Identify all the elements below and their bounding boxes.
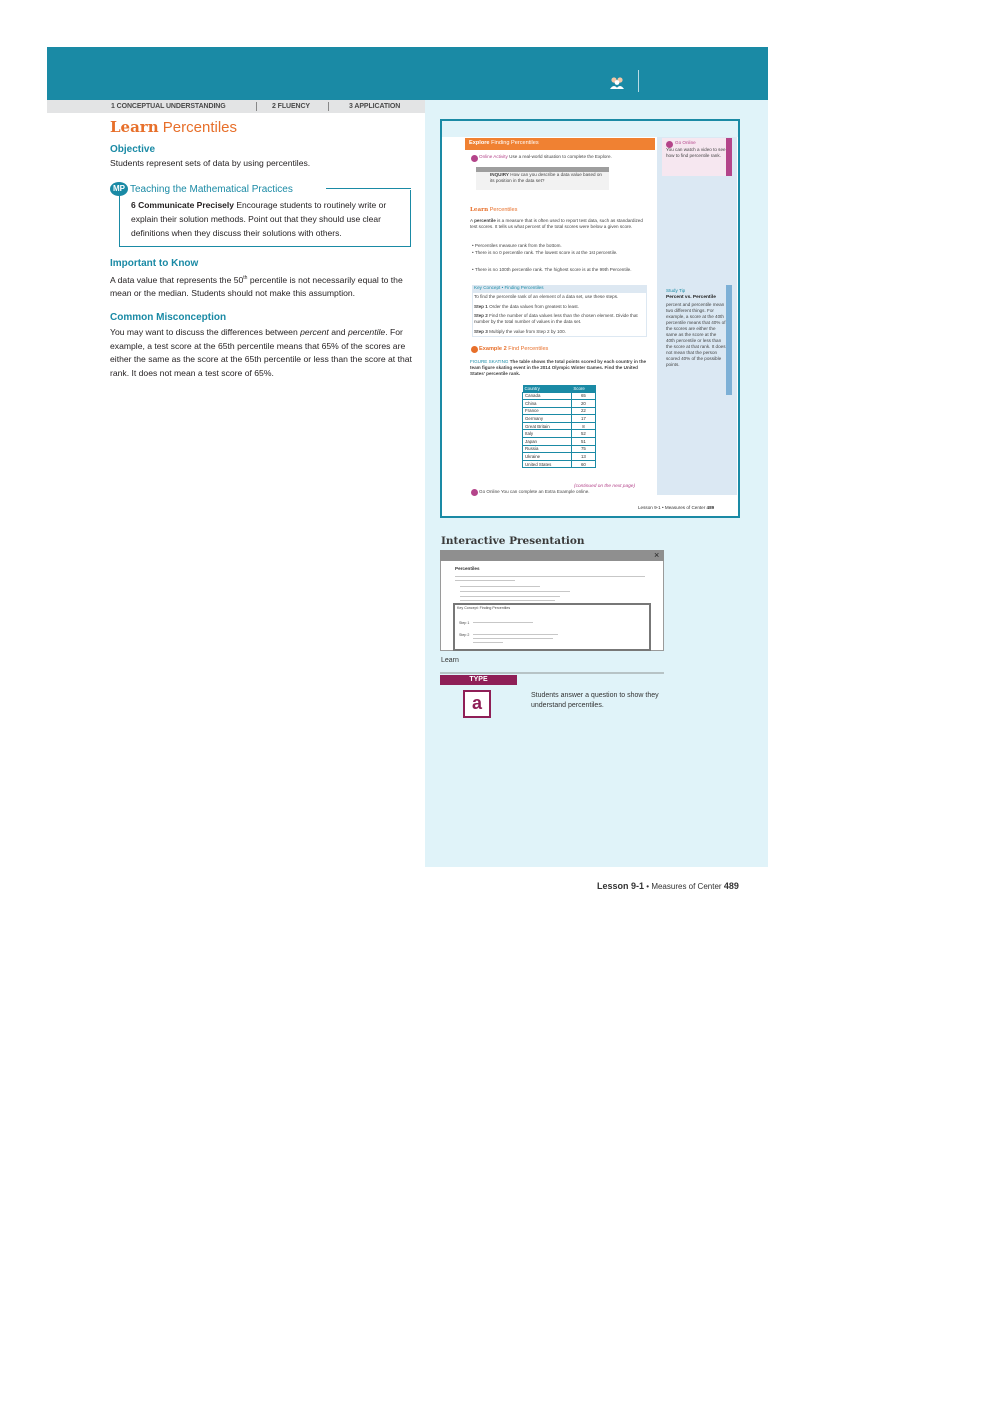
continued-note: (continued on the next page): [574, 484, 636, 489]
example-body: The table shows the total points scored by each country in the team figure skating event in the 2014 Olympic Winter Games. Find the United States' percentile rank.: [470, 359, 647, 376]
important-text-b: percentile is not necessarily equal to the mean or the median. Students should not make this assumption.: [110, 274, 403, 299]
table-cell: Germany: [523, 415, 572, 423]
step-text: Find the number of data values less than the chosen element. Divide that number by the total number of values in the data set.: [474, 313, 638, 324]
objective-heading: Objective: [110, 144, 156, 155]
step-label: Step 2: [474, 313, 488, 318]
table-cell: 51: [571, 438, 595, 446]
table-row: [523, 438, 596, 446]
key-concept-intro: To find the percentile rank of an element of a data set, use these steps.: [474, 294, 619, 299]
table-cell: Russia: [523, 445, 572, 453]
table-row: [523, 392, 596, 400]
presentation-titlebar: [440, 550, 664, 561]
table-row: [523, 460, 596, 468]
table-cell: Great Britain: [523, 422, 572, 430]
text-line: [460, 600, 555, 601]
table-cell: 20: [571, 400, 595, 408]
table-cell: 75: [571, 445, 595, 453]
inquiry-label: INQUIRY: [490, 172, 509, 177]
key-concept-step: [474, 329, 646, 335]
table-cell: 8: [571, 422, 595, 430]
important-sup: th: [243, 275, 248, 281]
misconception-heading: Common Misconception: [110, 312, 227, 323]
table-row: [523, 400, 596, 408]
table-cell: 60: [571, 460, 595, 468]
type-description: Students answer a question to show they understand percentiles.: [531, 692, 659, 709]
percentile-bullet: • There is no 100th percentile rank. The highest score is at the 99th Percentile.: [472, 267, 632, 272]
table-cell: Japan: [523, 438, 572, 446]
def-a: A: [470, 218, 475, 223]
example-lead: FIGURE SKATING: [470, 359, 509, 364]
presentation-step: Step 1: [459, 621, 470, 625]
level-application: 3 APPLICATION: [349, 103, 401, 110]
table-row: [523, 445, 596, 453]
example-label: Example 2: [479, 346, 507, 352]
misconception-t2: and: [328, 327, 348, 337]
table-cell: Canada: [523, 392, 572, 400]
important-heading: Important to Know: [110, 258, 199, 269]
table-header: Score: [571, 385, 595, 392]
step-text: Order the data values from greatest to least.: [489, 304, 579, 309]
table-row: [523, 407, 596, 415]
table-row: [523, 422, 596, 430]
go-online-label: Go Online: [675, 140, 696, 145]
step-label: Step 1: [474, 304, 488, 309]
table-row: [523, 415, 596, 423]
learn-heading: [470, 207, 517, 214]
key-concept-step: [474, 313, 646, 325]
table-cell: Italy: [523, 430, 572, 438]
footer-bullet: •: [646, 882, 650, 891]
text-line: [455, 580, 515, 581]
bullet-text: There is no 0 percentile rank. The lowest score is at the 1st percentile.: [474, 250, 618, 255]
chapter-header-band: [47, 47, 768, 100]
student-page-top-tint: [442, 121, 738, 137]
table-cell: 65: [571, 392, 595, 400]
text-line: [473, 642, 503, 643]
study-tip-text: percent and percentile mean two different things. For example, a score at the 40th percentile means that 40% of the scores are either the same as the score at the 40th percentile or less than the score at that rank. It does not mean that the person scored 40% of the possible points.: [666, 302, 726, 367]
text-line: [460, 591, 570, 592]
important-text-a: A data value that represents the 50: [110, 274, 244, 285]
table-header-row: [523, 385, 596, 392]
example-icon: [471, 346, 478, 353]
table-header: Country: [523, 385, 572, 392]
level-separator: [256, 102, 257, 111]
mp-title: Teaching the Mathematical Practices: [130, 184, 293, 195]
level-fluency: 2 FLUENCY: [272, 103, 310, 110]
step-text: Multiply the value from Step 2 by 100.: [489, 329, 566, 334]
table-row: [523, 430, 596, 438]
mp-text: [131, 199, 405, 240]
table-cell: China: [523, 400, 572, 408]
mp-lead: 6 Communicate Precisely: [131, 200, 234, 210]
text-line: [473, 634, 558, 635]
table-cell: United States: [523, 460, 572, 468]
go-online-text: You can watch a video to see how to find percentile rank.: [666, 147, 726, 158]
page-footer: [597, 881, 739, 891]
go-online-bottom-text: Go Online You can complete an Extra Example online.: [479, 489, 590, 494]
sp-learn-topic: Percentiles: [489, 207, 518, 213]
sp-learn-label: Learn: [470, 207, 489, 213]
close-icon[interactable]: ×: [654, 550, 660, 560]
misconception-text: [110, 326, 414, 380]
key-concept-step: [474, 304, 646, 310]
table-cell: Ukraine: [523, 453, 572, 461]
inquiry-question: How can you describe a data value based on its position in the data set?: [490, 172, 602, 183]
table-cell: France: [523, 407, 572, 415]
table-cell: 22: [571, 407, 595, 415]
levels-bar: [47, 100, 425, 113]
table-cell: 17: [571, 415, 595, 423]
inquiry-text: [490, 172, 606, 184]
text-line: [473, 638, 553, 639]
text-line: [455, 576, 645, 577]
misconception-w2: percentile: [347, 327, 386, 337]
def-b: is a measure that is often used to report test data, such as standardized test scores. It tells us what percent of the total scores were below a given score.: [470, 218, 643, 229]
example-topic: Find Percentiles: [508, 346, 549, 352]
text-line: [473, 622, 533, 623]
level-separator: [328, 102, 329, 111]
mp-badge-icon: MP: [110, 182, 128, 196]
presentation-key-concept: Key Concept: Finding Percentiles: [457, 606, 511, 610]
online-activity-icon: [471, 155, 478, 162]
step-label: Step 3: [474, 329, 488, 334]
footer-chapter: Measures of Center: [651, 882, 722, 891]
interactive-presentation-title: Interactive Presentation: [441, 535, 585, 547]
mp-box-top-rule: [326, 188, 411, 189]
sp-footer-page: 489: [706, 505, 715, 510]
learn-topic: Percentiles: [162, 119, 237, 136]
percentile-bullet: • Percentiles measure rank from the bottom.: [472, 243, 562, 248]
presentation-caption: Learn: [441, 657, 459, 664]
footer-lesson: Lesson 9-1: [597, 881, 645, 891]
presentation-step: Step 2: [459, 633, 470, 637]
study-tip-label: Study Tip: [666, 288, 686, 293]
learn-label: Learn: [110, 118, 159, 136]
type-text-icon[interactable]: a: [463, 690, 491, 718]
table-row: [523, 453, 596, 461]
percentile-bullet: • There is no 0 percentile rank. The lowest score is at the 1st percentile.: [472, 250, 618, 255]
bullet-text: There is no 100th percentile rank. The highest score is at the 99th Percentile.: [474, 267, 632, 272]
online-activity-text: Use a real-world situation to complete the Explore.: [509, 154, 612, 159]
go-online-bottom-icon: [471, 489, 478, 496]
student-page-footer: [638, 505, 714, 510]
explore-topic: Finding Percentiles: [491, 140, 539, 146]
presentation-heading: Percentiles: [455, 566, 480, 571]
header-divider: [638, 70, 639, 92]
explore-title: [469, 140, 539, 146]
example-text: [470, 359, 648, 377]
table-cell: 52: [571, 430, 595, 438]
text-line: [460, 596, 560, 597]
group-icon: [609, 76, 625, 90]
page-title: [110, 118, 237, 136]
bullet-text: Percentiles measure rank from the bottom.: [474, 243, 562, 248]
online-activity: [479, 154, 654, 160]
study-tip-title: Percent vs. Percentile: [666, 295, 716, 300]
scores-table: [522, 385, 596, 468]
sp-footer-lesson: Lesson 9-1 • Measures of Center: [638, 505, 706, 510]
level-conceptual: 1 CONCEPTUAL UNDERSTANDING: [111, 103, 226, 110]
mp-body: Encourage students to routinely write or explain their solution methods. Point out that they should use clear definitions when they discuss their solutions with others.: [131, 200, 387, 238]
misconception-t3: . For example, a test score at the 65th percentile means that 65% of the scores are either the same as the score at the 65th percentile or less than the score at that rank. It does not mean a test score of 65%.: [110, 327, 412, 378]
online-activity-label: Online Activity: [479, 154, 508, 159]
caption-rule: [440, 672, 664, 674]
objective-text: Students represent sets of data by using percentiles.: [110, 158, 311, 168]
misconception-t1: You may want to discuss the differences between: [110, 327, 301, 337]
footer-page-number: 489: [723, 881, 739, 891]
table-cell: 13: [571, 453, 595, 461]
type-label: TYPE: [440, 675, 517, 685]
important-text: [110, 272, 414, 301]
key-concept-title: Key Concept • Finding Percentiles: [474, 285, 544, 290]
misconception-w1: percent: [300, 327, 329, 337]
def-term: percentile: [474, 218, 496, 223]
example-heading: [479, 346, 548, 353]
percentile-definition: [470, 218, 648, 230]
text-line: [460, 586, 540, 587]
explore-label: Explore: [469, 140, 490, 146]
